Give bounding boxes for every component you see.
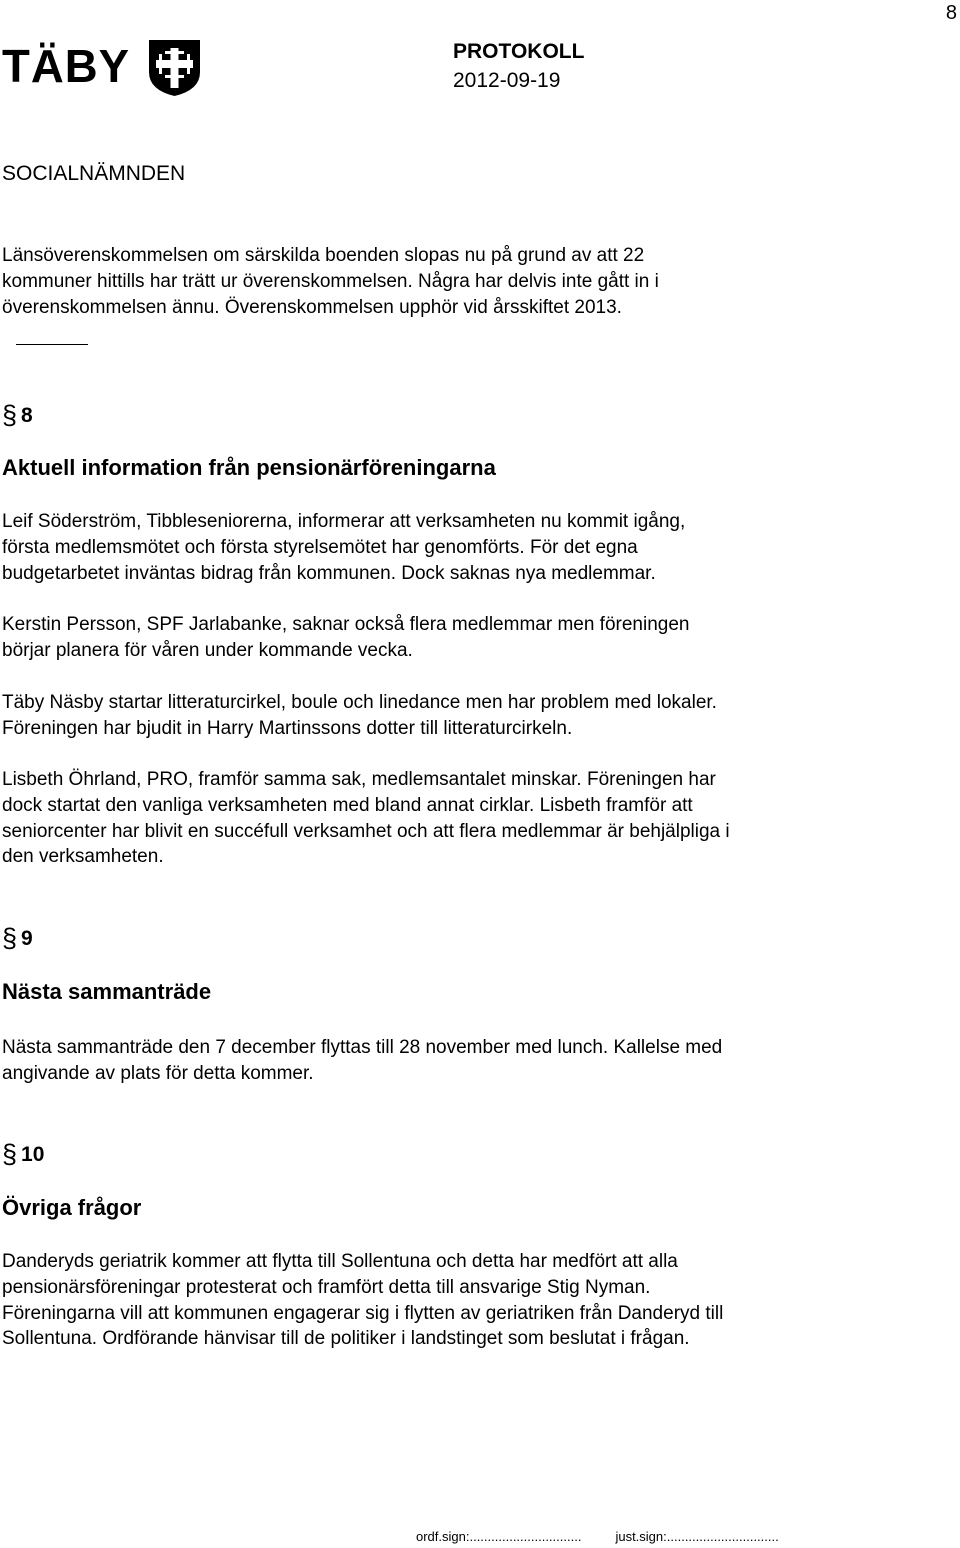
adjuster-signature: just.sign:............................... [615,1529,779,1544]
section-symbol: § [2,400,18,430]
page-number: 8 [945,2,957,24]
text-line: Kerstin Persson, SPF Jarlabanke, saknar också flera medlemmar men föreningen [2,614,690,635]
logo-wordmark: TÄBY [2,40,130,92]
section-8-paragraph-4 [2,767,942,870]
chair-signature: ordf.sign:............................... [416,1529,582,1544]
section-number-8 [2,398,33,429]
section-number-9 [2,921,33,952]
text-line: Sollentuna. Ordförande hänvisar till de politiker i landstinget som beslutat i frågan. [2,1328,690,1350]
text-line: pensionärsföreningar protesterat och framfört detta till ansvarige Stig Nyman. [2,1276,651,1298]
section-number-10 [2,1137,44,1168]
section-symbol: § [2,1139,18,1169]
coat-of-arms-icon [149,40,200,96]
text-line: Danderyds geriatrik kommer att flytta till Sollentuna och detta har medfört att alla [2,1251,678,1272]
intro-paragraph [2,243,942,320]
section-10-paragraph-1 [2,1249,942,1352]
text-line: Föreningen har bjudit in Harry Martinssons dotter till litteraturcirkeln. [2,717,573,739]
text-line: Föreningarna vill att kommunen engagerar sig i flytten av geriatriken från Danderyd till [2,1302,724,1324]
text-line: Länsöverenskommelsen om särskilda boenden slopas nu på grund av att 22 [2,245,645,266]
text-line: första medlemsmötet och första styrelsemötet har genomförts. För det egna [2,536,638,558]
text-line: börjar planera för våren under kommande vecka. [2,639,413,661]
text-line: angivande av plats för detta kommer. [2,1062,314,1084]
text-line: seniorcenter har blivit en succéfull verksamhet och att flera medlemmar är behjälpliga i [2,820,730,842]
signature-line [416,1529,779,1544]
text-line: överenskommelsen ännu. Överenskommelsen upphör vid årsskiftet 2013. [2,296,622,318]
text-line: kommuner hittills har trätt ur överenskommelsen. Några har delvis inte gått in i [2,270,659,292]
section-divider [16,344,88,345]
section-heading-10: Övriga frågor [2,1195,142,1220]
section-9-paragraph-1 [2,1035,942,1087]
text-line: den verksamheten. [2,846,164,868]
section-number: 8 [21,404,33,427]
text-line: Leif Söderström, Tibbleseniorerna, informerar att verksamheten nu kommit igång, [2,511,686,532]
section-symbol: § [2,923,18,953]
text-line: Täby Näsby startar litteraturcirkel, boule och linedance men har problem med lokaler. [2,692,717,713]
text-line: Lisbeth Öhrland, PRO, framför samma sak, medlemsantalet minskar. Föreningen har [2,769,716,790]
section-number: 9 [21,927,33,950]
section-heading-8: Aktuell information från pensionärföreningarna [2,455,496,480]
section-number: 10 [21,1143,45,1166]
section-8-paragraph-3 [2,690,942,742]
meeting-date: 2012-09-19 [453,69,561,92]
section-8-paragraph-1 [2,509,942,586]
committee-name: SOCIALNÄMNDEN [2,162,186,185]
section-8-paragraph-2 [2,612,942,664]
text-line: budgetarbetet inväntas bidrag från kommunen. Dock saknas nya medlemmar. [2,562,656,584]
section-heading-9: Nästa sammanträde [2,979,212,1004]
text-line: Nästa sammanträde den 7 december flyttas till 28 november med lunch. Kallelse med [2,1037,723,1058]
text-line: dock startat den vanliga verksamheten med bland annat cirklar. Lisbeth framför att [2,794,693,816]
document-type: PROTOKOLL [453,40,585,63]
taby-logo [2,38,202,98]
